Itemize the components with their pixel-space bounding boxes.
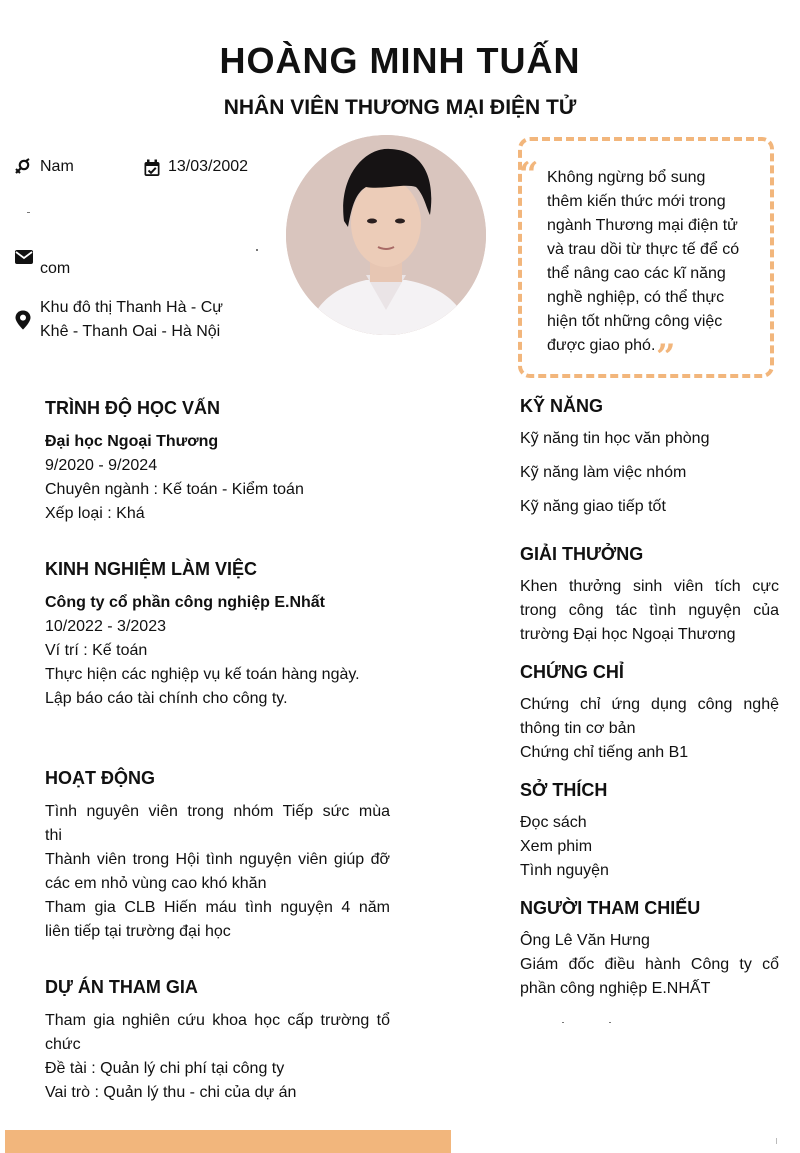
project-line: Tham gia nghiên cứu khoa học cấp trường tổ [45,1012,390,1029]
objective-line: nghề nghiệp, có thể thực [547,289,725,306]
objective-line: hiện tốt những công việc [547,313,723,330]
section-heading: HOẠT ĐỘNG [45,768,155,788]
objective-line: và trau dồi từ thực tế để có [547,241,740,258]
section-heading: KỸ NĂNG [520,396,604,416]
activity-line: liên tiếp tại trường đại học [45,923,231,940]
project-line: Vai trò : Quản lý thu - chi của dự án [45,1084,297,1101]
experience-duty: Lập báo cáo tài chính cho công ty. [45,690,288,707]
experience-position: Ví trí : Kế toán [45,642,148,659]
awards-section [520,544,779,647]
section-heading: SỞ THÍCH [520,780,608,800]
objective-line: Không ngừng bổ sung [547,169,706,186]
experience-period: 10/2022 - 3/2023 [45,618,166,635]
hobby-item: Xem phim [520,838,593,855]
map-pin-icon [13,310,33,330]
section-heading: TRÌNH ĐỘ HỌC VẤN [45,398,220,418]
activity-line: thi [45,827,62,844]
education-major: Chuyên ngành : Kế toán - Kiểm toán [45,481,304,498]
education-section [45,398,390,526]
reference-line: phần công nghiệp E.NHẤT [520,980,711,997]
activity-line: các em nhỏ vùng cao khó khăn [45,875,267,892]
section-heading: DỰ ÁN THAM GIA [45,977,198,997]
experience-section [45,559,390,711]
section-heading: GIẢI THƯỞNG [520,544,644,564]
objective-line: thêm kiến thức mới trong [547,193,726,210]
skill-item: Kỹ năng làm việc nhóm [520,464,687,481]
certificate-line: Chứng chỉ ứng dụng công nghệ [520,696,779,713]
award-line: trong công tác tình nguyện của [520,602,779,619]
education-period: 9/2020 - 9/2024 [45,457,158,474]
calendar-icon [142,158,162,178]
section-heading: NGƯỜI THAM CHIẾU [520,898,701,918]
project-line: chức [45,1036,81,1053]
certificate-line: thông tin cơ bản [520,720,636,737]
skill-item: Kỹ năng tin học văn phòng [520,430,710,447]
address-line-1: Khu đô thị Thanh Hà - Cự [40,299,223,316]
reference-name: Ông Lê Văn Hưng [520,932,650,949]
education-rank: Xếp loại : Khá [45,505,145,522]
job-title: NHÂN VIÊN THƯƠNG MẠI ĐIỆN TỬ [223,96,577,119]
divider-mark [562,1022,564,1023]
quote-close-icon: ” [656,337,676,377]
activities-section [45,768,390,944]
activity-line: Tình nguyên viên trong nhóm Tiếp sức mùa [45,803,390,820]
quote-icon: “ [519,155,539,195]
objective-line: ngành Thương mại điện tử [547,217,738,234]
divider-mark [609,1022,611,1023]
objective-line: thể nâng cao các kĩ năng [547,265,726,282]
divider-mark [27,212,30,213]
project-line: Đề tài : Quản lý chi phí tại công ty [45,1060,285,1077]
award-line: Khen thưởng sinh viên tích cực [520,578,779,595]
email-value[interactable]: com [40,260,71,277]
reference-section [520,898,779,1001]
gender-icon [13,157,33,177]
hobby-item: Đọc sách [520,814,587,831]
certificates-section [520,662,779,765]
address-line-2: Khê - Thanh Oai - Hà Nội [40,323,221,340]
projects-section [45,977,390,1105]
activity-line: Tham gia CLB Hiến máu tình nguyện 4 năm [45,899,390,916]
divider-mark [256,249,258,251]
footer-accent-bar [5,1130,451,1153]
activity-line: Thành viên trong Hội tình nguyện viên giúp đỡ [45,851,390,868]
objective-line: được giao phó. [547,337,656,354]
hobby-item: Tình nguyện [520,862,609,879]
certificate-line: Chứng chỉ tiếng anh B1 [520,744,689,761]
envelope-icon [14,247,34,267]
company-name: Công ty cổ phần công nghiệp E.Nhất [45,594,325,611]
section-heading: CHỨNG CHỈ [520,662,624,682]
school-name: Đại học Ngoại Thương [45,433,219,450]
skills-section [520,396,779,519]
objective-text [547,166,755,358]
experience-duty: Thực hiện các nghiệp vụ kế toán hàng ngày. [45,666,360,683]
gender-value: Nam [40,158,74,175]
reference-line: Giám đốc điều hành Công ty cổ [520,956,779,973]
divider-mark [776,1138,777,1144]
dob-value: 13/03/2002 [168,158,249,175]
skill-item: Kỹ năng giao tiếp tốt [520,498,666,515]
award-line: trường Đại học Ngoại Thương [520,626,736,643]
candidate-name: HOÀNG MINH TUẤN [219,40,581,81]
profile-photo [286,135,486,335]
section-heading: KINH NGHIỆM LÀM VIỆC [45,559,258,579]
hobbies-section [520,780,779,883]
